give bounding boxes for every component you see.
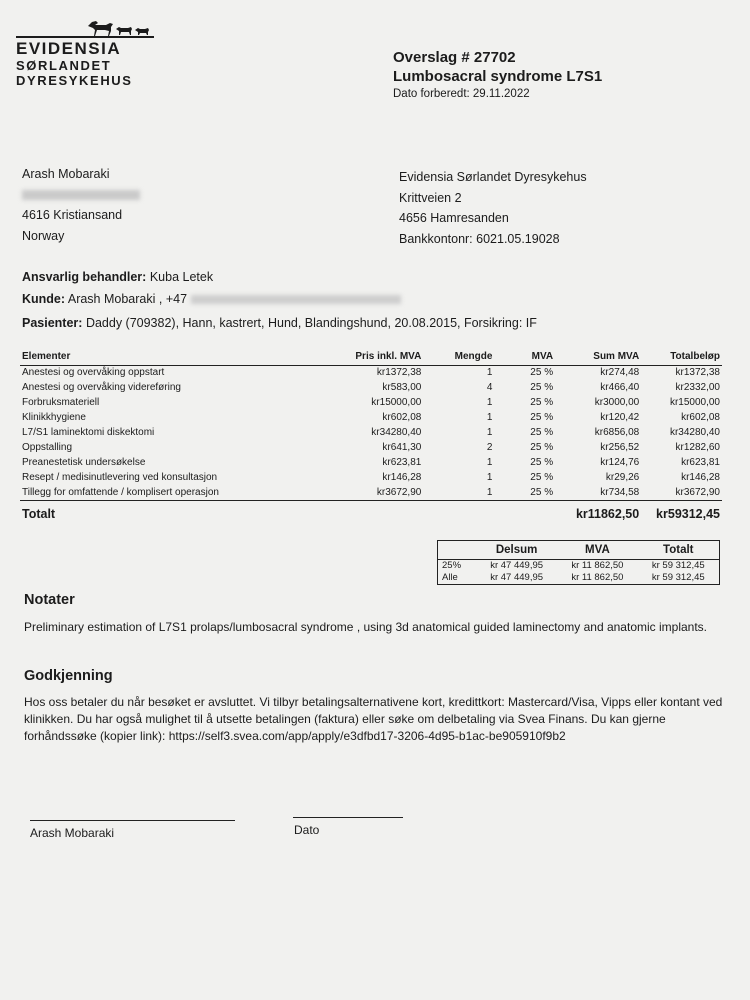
item-vat-sum: kr3000,00 bbox=[594, 397, 640, 409]
item-name: Anestesi og overvåking oppstart bbox=[22, 367, 165, 379]
clinic-name: Evidensia Sørlandet Dyresykehus bbox=[399, 170, 587, 184]
item-vat-rate: 25 % bbox=[530, 441, 554, 453]
total-vat: kr11862,50 bbox=[555, 501, 641, 525]
item-vat-sum: kr466,40 bbox=[600, 382, 640, 394]
item-quantity: 1 bbox=[486, 456, 493, 468]
item-total: kr15000,00 bbox=[669, 397, 720, 409]
item-total: kr3672,90 bbox=[675, 486, 720, 498]
table-row bbox=[20, 396, 722, 411]
item-price: kr3672,90 bbox=[376, 486, 422, 498]
patient-value: Daddy (709382), Hann, kastrert, Hund, Blandingshund, 20.08.2015, Forsikring: IF bbox=[85, 316, 537, 330]
col-header: Pris inkl. MVA bbox=[278, 349, 423, 366]
col-header: MVA bbox=[494, 349, 555, 366]
summary-rate: 25% bbox=[442, 560, 462, 571]
summary-subtotal: kr 47 449,95 bbox=[490, 572, 544, 583]
col-header: Elementer bbox=[20, 349, 278, 366]
col-header: Sum MVA bbox=[555, 349, 641, 366]
item-total: kr2332,00 bbox=[675, 382, 720, 394]
item-name: Forbruksmateriell bbox=[22, 397, 100, 409]
summary-header-row bbox=[438, 541, 720, 560]
summary-subtotal: kr 47 449,95 bbox=[490, 560, 544, 571]
clinic-street: Krittveien 2 bbox=[399, 190, 462, 205]
item-quantity: 1 bbox=[486, 412, 493, 424]
item-vat-rate: 25 % bbox=[530, 486, 554, 498]
item-quantity: 2 bbox=[486, 441, 493, 453]
item-vat-sum: kr124,76 bbox=[600, 456, 640, 468]
table-row bbox=[20, 455, 722, 470]
signature-line bbox=[30, 820, 235, 821]
item-quantity: 1 bbox=[486, 397, 493, 409]
summary-total: kr 59 312,45 bbox=[651, 560, 705, 571]
signature-name: Arash Mobaraki bbox=[30, 826, 115, 840]
item-name: Oppstalling bbox=[22, 441, 73, 453]
item-vat-rate: 25 % bbox=[530, 397, 554, 409]
summary-rate: Alle bbox=[442, 572, 458, 583]
item-price: kr641,30 bbox=[382, 441, 422, 453]
item-name: Tillegg for omfattende / komplisert operasjon bbox=[22, 486, 219, 498]
summary-col-header bbox=[438, 541, 477, 560]
vet-line bbox=[22, 270, 213, 284]
prepared-date: Dato forberedt: 29.11.2022 bbox=[393, 88, 530, 100]
redacted-street bbox=[22, 185, 140, 206]
redacted-contact bbox=[191, 295, 401, 304]
item-total: kr623,81 bbox=[681, 456, 720, 468]
logo-line-3: DYRESYKEHUS bbox=[16, 73, 133, 88]
item-price: kr623,81 bbox=[382, 456, 422, 468]
clinic-postal: 4656 Hamresanden bbox=[399, 211, 509, 225]
patient-label: Pasienter: bbox=[22, 316, 83, 330]
estimate-number: Overslag # 27702 bbox=[393, 49, 516, 66]
item-total: kr1372,38 bbox=[675, 367, 720, 379]
col-header: Mengde bbox=[423, 349, 494, 366]
item-vat-sum: kr256,52 bbox=[600, 441, 640, 453]
client-country: Norway bbox=[22, 228, 65, 243]
item-vat-rate: 25 % bbox=[530, 471, 554, 483]
client-postal: 4616 Kristiansand bbox=[22, 208, 123, 222]
summary-col-header: Totalt bbox=[638, 541, 720, 560]
total-row bbox=[20, 501, 722, 525]
customer-line bbox=[22, 292, 401, 306]
client-name: Arash Mobaraki bbox=[22, 167, 110, 181]
patient-line bbox=[22, 316, 537, 330]
logo-line-1: EVIDENSIA bbox=[16, 39, 122, 58]
items-header-row bbox=[20, 349, 722, 366]
item-name: Preanestetisk undersøkelse bbox=[22, 456, 146, 468]
client-address bbox=[22, 164, 140, 246]
item-total: kr146,28 bbox=[681, 471, 720, 483]
item-vat-rate: 25 % bbox=[530, 456, 554, 468]
item-total: kr1282,60 bbox=[675, 441, 720, 453]
item-vat-rate: 25 % bbox=[530, 412, 554, 424]
vet-label: Ansvarlig behandler: bbox=[22, 270, 147, 284]
summary-total: kr 59 312,45 bbox=[651, 572, 705, 583]
clinic-bank-account: Bankkontonr: 6021.05.19028 bbox=[399, 231, 560, 246]
table-row bbox=[20, 440, 722, 455]
item-price: kr602,08 bbox=[382, 412, 422, 424]
date-label: Dato bbox=[294, 823, 320, 837]
summary-row bbox=[438, 560, 720, 573]
item-price: kr15000,00 bbox=[371, 397, 422, 409]
summary-col-header: MVA bbox=[557, 541, 637, 560]
summary-col-header: Delsum bbox=[476, 541, 557, 560]
items-table bbox=[20, 349, 722, 524]
summary-vat: kr 11 862,50 bbox=[571, 572, 624, 583]
customer-label: Kunde: bbox=[22, 292, 66, 306]
item-name: Klinikkhygiene bbox=[22, 412, 86, 424]
item-vat-rate: 25 % bbox=[530, 382, 554, 394]
estimate-diagnosis: Lumbosacral syndrome L7S1 bbox=[393, 68, 603, 85]
item-name: Anestesi og overvåking videreføring bbox=[22, 382, 181, 394]
item-vat-sum: kr6856,08 bbox=[594, 427, 640, 438]
horse-dogs-icon bbox=[16, 18, 154, 38]
item-quantity: 1 bbox=[486, 367, 493, 379]
item-vat-sum: kr274,48 bbox=[600, 367, 640, 379]
item-price: kr583,00 bbox=[382, 382, 422, 394]
item-vat-rate: 25 % bbox=[530, 427, 554, 438]
vat-summary-table bbox=[437, 540, 720, 585]
item-quantity: 1 bbox=[486, 471, 493, 483]
customer-value: Arash Mobaraki , +47 bbox=[67, 292, 188, 306]
item-price: kr34280,40 bbox=[371, 427, 422, 438]
clinic-logo bbox=[16, 18, 156, 88]
item-name: Resept / medisinutlevering ved konsultasjon bbox=[22, 471, 218, 483]
total-amount: kr59312,45 bbox=[641, 501, 722, 525]
total-label: Totalt bbox=[20, 501, 278, 525]
item-quantity: 4 bbox=[486, 382, 493, 394]
item-total: kr602,08 bbox=[681, 412, 720, 424]
summary-row bbox=[438, 572, 720, 585]
clinic-address bbox=[399, 167, 587, 249]
item-name: L7/S1 laminektomi diskektomi bbox=[22, 427, 155, 438]
estimate-header bbox=[393, 48, 602, 103]
item-vat-sum: kr29,26 bbox=[605, 471, 640, 483]
col-header: Totalbeløp bbox=[641, 349, 722, 366]
summary-vat: kr 11 862,50 bbox=[571, 560, 624, 571]
item-vat-sum: kr120,42 bbox=[600, 412, 640, 424]
table-row bbox=[20, 470, 722, 485]
item-quantity: 1 bbox=[486, 427, 493, 438]
item-quantity: 1 bbox=[486, 486, 493, 498]
approval-text: Hos oss betaler du når besøket er avsluttet. Vi tilbyr betalingsalternativene kort, kredittkort: Mastercard/Visa, Vipps eller kontant ved klinikken. Du har også mulighet til å utsette betalingen (faktura) eller søke om delbetaling via Svea Finans. Du kan gjerne forhåndssøke (kopier link): https://self3.svea.com/app/apply/e3dfbd17-3206-4d95-b1ac-be905910f9b2 bbox=[24, 695, 723, 743]
item-price: kr1372,38 bbox=[376, 367, 422, 379]
item-price: kr146,28 bbox=[382, 471, 422, 483]
notes-text: Preliminary estimation of L7S1 prolaps/lumbosacral syndrome , using 3d anatomical guided laminectomy and anatomic implants. bbox=[24, 620, 708, 634]
table-row bbox=[20, 366, 722, 381]
table-row bbox=[20, 411, 722, 426]
item-total: kr34280,40 bbox=[669, 427, 720, 438]
item-vat-sum: kr734,58 bbox=[600, 486, 640, 498]
vet-value: Kuba Letek bbox=[149, 270, 214, 284]
table-row bbox=[20, 426, 722, 441]
table-row bbox=[20, 381, 722, 396]
notes-heading: Notater bbox=[24, 592, 75, 608]
item-vat-rate: 25 % bbox=[530, 367, 554, 379]
logo-line-2: SØRLANDET bbox=[16, 58, 112, 73]
table-row bbox=[20, 485, 722, 500]
approval-heading: Godkjenning bbox=[24, 668, 113, 684]
date-line bbox=[293, 817, 403, 818]
